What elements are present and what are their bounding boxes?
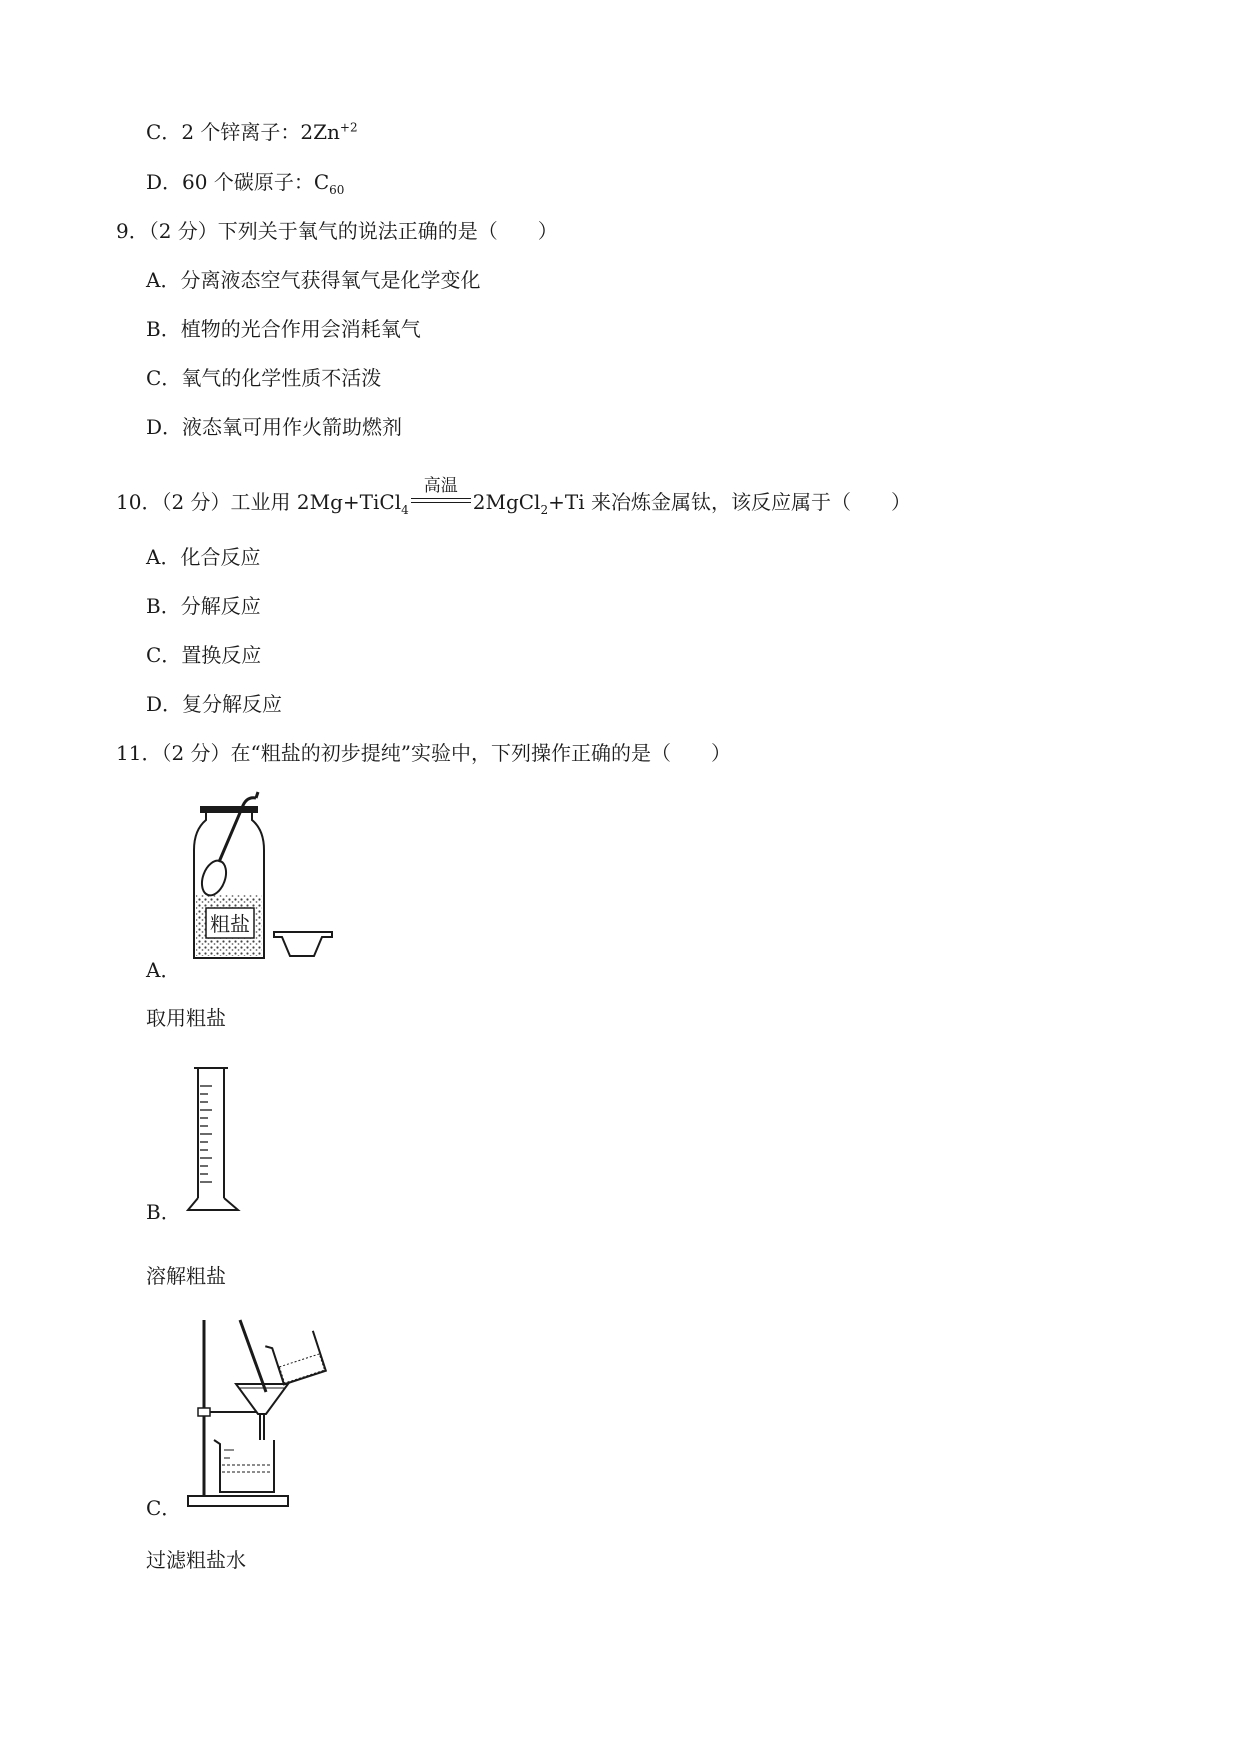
option-text: 氧气的化学性质不活泼	[181, 366, 382, 390]
q11-stem: 11．（2 分）在“粗盐的初步提纯”实验中，下列操作正确的是（ ）	[116, 741, 731, 765]
q11-option-b-caption: 溶解粗盐	[146, 1264, 226, 1288]
option-text: 分离液态空气获得氧气是化学变化	[180, 268, 481, 292]
q8-option-c	[146, 120, 358, 144]
option-text: 置换反应	[181, 643, 262, 667]
stem-prefix: 10．（2 分）工业用 2Mg+TiCl	[116, 490, 402, 514]
option-text: 植物的光合作用会消耗氧气	[180, 317, 421, 341]
option-text: 液态氧可用作火箭助燃剂	[182, 415, 403, 439]
q10-stem	[116, 476, 911, 517]
figure-b-dissolve-salt	[180, 1064, 250, 1214]
option-letter: B．	[146, 594, 181, 618]
q9-option-b	[146, 317, 421, 341]
stem-suffix: +Ti 来冶炼金属钛，该反应属于（ ）	[548, 490, 911, 514]
q9-option-c	[146, 366, 381, 390]
option-letter: D．	[146, 170, 183, 194]
q8-option-d	[146, 170, 345, 197]
bottle-label: 粗盐	[210, 912, 250, 936]
option-letter: B．	[146, 317, 181, 341]
q10-option-a	[146, 545, 260, 569]
reaction-condition: 高温	[423, 476, 458, 496]
q10-option-d	[146, 692, 282, 716]
q11-option-a-letter: A．	[146, 958, 181, 982]
option-letter: A．	[146, 268, 181, 292]
q9-option-a	[146, 268, 480, 292]
product: 2MgCl	[472, 490, 541, 514]
q11-option-c-caption: 过滤粗盐水	[146, 1548, 246, 1572]
option-text: 2 个锌离子：2Zn	[181, 120, 340, 144]
q10-option-c	[146, 643, 261, 667]
figure-c-filter-brine	[180, 1310, 340, 1510]
ion-charge: +2	[339, 120, 358, 135]
option-letter: A．	[146, 545, 181, 569]
option-text: 化合反应	[180, 545, 261, 569]
option-letter: D．	[146, 415, 183, 439]
subscript: 4	[401, 503, 409, 517]
option-letter: C．	[146, 643, 182, 667]
atom-count: 60	[329, 183, 345, 197]
option-text: 分解反应	[180, 594, 261, 618]
q11-option-c-letter: C．	[146, 1496, 182, 1520]
reaction-arrow	[411, 476, 471, 514]
option-text: 复分解反应	[182, 692, 283, 716]
option-letter: C．	[146, 366, 182, 390]
option-text: 60 个碳原子：C	[182, 170, 330, 194]
q9-option-d	[146, 415, 402, 439]
q11-option-b-letter: B．	[146, 1200, 181, 1224]
q9-stem: 9．（2 分）下列关于氧气的说法正确的是（ ）	[116, 219, 558, 243]
subscript: 2	[540, 503, 549, 517]
option-letter: C．	[146, 120, 182, 144]
figure-a-take-salt	[186, 790, 346, 965]
q10-option-b	[146, 594, 261, 618]
q11-option-a-caption: 取用粗盐	[146, 1006, 226, 1030]
option-letter: D．	[146, 692, 183, 716]
